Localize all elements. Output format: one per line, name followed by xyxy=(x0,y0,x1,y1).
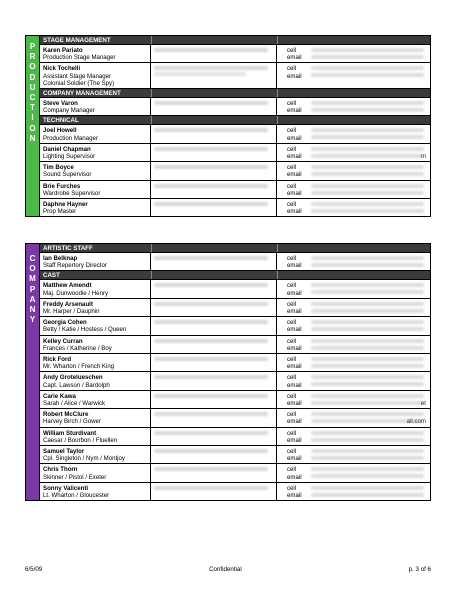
person-name: Ian Belknap xyxy=(43,255,78,262)
name-cell xyxy=(40,63,150,88)
person-role: Maj. Dunwoodie / Henry xyxy=(43,289,109,297)
cell-label: cell xyxy=(287,182,297,190)
person-name: Carie Kawa xyxy=(43,392,76,400)
header-divider xyxy=(277,244,430,252)
email-label: email xyxy=(287,492,302,500)
person-role: Staff Repertory Director xyxy=(43,262,107,270)
table-row xyxy=(40,181,430,199)
address-cell xyxy=(150,144,276,161)
name-cell xyxy=(40,162,150,179)
redacted-address xyxy=(154,302,268,306)
side-letter: D xyxy=(29,72,36,82)
address-cell xyxy=(150,317,276,334)
redacted-email xyxy=(311,474,424,478)
redacted-address xyxy=(154,339,268,343)
side-letter: U xyxy=(29,82,36,92)
address-cell xyxy=(150,181,276,198)
contact-cell xyxy=(276,299,430,316)
table-row xyxy=(40,464,430,482)
table-row xyxy=(40,354,430,372)
section-header xyxy=(40,271,430,280)
redacted-phone xyxy=(311,320,424,324)
person-role: Betty / Katie / Hostess / Queen xyxy=(43,326,127,334)
cell-label: cell xyxy=(287,374,297,382)
header-divider xyxy=(151,36,277,44)
email-label: email xyxy=(287,381,302,389)
cell-label: cell xyxy=(287,356,297,364)
cell-label: cell xyxy=(287,164,297,172)
side-letter: O xyxy=(29,62,36,72)
redacted-address xyxy=(154,101,268,105)
person-role: Cpl. Singleton / Nym / Montjoy xyxy=(43,455,125,463)
person-role: Wardrobe Supervisor xyxy=(43,189,101,197)
redacted-phone xyxy=(311,147,424,151)
header-divider xyxy=(277,116,430,124)
header-divider xyxy=(151,244,277,252)
email-label: email xyxy=(287,171,302,179)
section-title: STAGE MANAGEMENT xyxy=(43,37,111,44)
person-name: Andy Grotelueschen xyxy=(43,374,103,382)
redacted-email xyxy=(311,290,424,294)
side-letter: Y xyxy=(29,315,36,325)
address-cell xyxy=(150,446,276,463)
table-row xyxy=(40,299,430,317)
footer-confidential: Confidential xyxy=(209,566,242,573)
name-cell xyxy=(40,372,150,389)
person-name: Nick Tochelli xyxy=(43,65,81,73)
redacted-phone xyxy=(311,128,424,132)
header-divider xyxy=(151,271,277,279)
redacted-phone xyxy=(311,467,424,471)
table-row xyxy=(40,162,430,180)
redacted-phone xyxy=(311,431,424,435)
table-row xyxy=(40,253,430,271)
redacted-email xyxy=(311,135,424,139)
redacted-email xyxy=(311,263,424,267)
header-divider xyxy=(277,36,430,44)
person-role: Production Stage Manager xyxy=(43,54,116,62)
contact-cell xyxy=(276,181,430,198)
side-letter: O xyxy=(29,123,36,133)
redacted-phone xyxy=(311,394,424,398)
redacted-address xyxy=(154,256,268,260)
person-name: Chris Thorn xyxy=(43,466,78,474)
redacted-email xyxy=(311,73,424,77)
redacted-phone xyxy=(311,449,424,453)
contact-cell xyxy=(276,446,430,463)
redacted-phone xyxy=(311,486,424,490)
redacted-email xyxy=(311,209,424,213)
address-cell xyxy=(150,125,276,142)
company-side-label xyxy=(26,244,40,500)
redacted-address xyxy=(154,467,268,471)
name-cell xyxy=(40,464,150,481)
redacted-email xyxy=(311,346,424,350)
side-letter: M xyxy=(29,274,36,284)
redacted-email xyxy=(311,154,424,158)
email-label: email xyxy=(287,208,302,216)
name-cell xyxy=(40,354,150,371)
email-suffix: et xyxy=(420,399,426,407)
person-role: Production Manager xyxy=(43,134,98,142)
cell-label: cell xyxy=(287,47,297,54)
table-row xyxy=(40,45,430,63)
person-name: Sonny Valicenti xyxy=(43,484,89,492)
contact-cell xyxy=(276,483,430,500)
name-cell xyxy=(40,317,150,334)
redacted-email xyxy=(311,327,424,331)
redacted-email xyxy=(311,55,424,59)
person-role: Caesar / Bourbon / Fluellen xyxy=(43,436,118,444)
side-letter: P xyxy=(29,284,36,294)
table-row xyxy=(40,446,430,464)
section-title: COMPANY MANAGEMENT xyxy=(43,90,121,98)
redacted-address xyxy=(154,431,268,435)
name-cell xyxy=(40,483,150,500)
cell-label: cell xyxy=(287,466,297,474)
redacted-email xyxy=(311,438,424,442)
company-rows xyxy=(40,244,430,500)
section-header xyxy=(40,36,430,45)
email-label: email xyxy=(287,189,302,197)
side-letter: O xyxy=(29,264,36,274)
address-cell xyxy=(150,336,276,353)
name-cell xyxy=(40,336,150,353)
address-cell xyxy=(150,354,276,371)
address-cell xyxy=(150,299,276,316)
email-label: email xyxy=(287,326,302,334)
cell-label: cell xyxy=(287,411,297,419)
person-name: Robert McClure xyxy=(43,411,89,419)
name-cell xyxy=(40,98,150,115)
section-title: TECHNICAL xyxy=(43,117,79,125)
person-role: Frances / Katherine / Boy xyxy=(43,344,112,352)
email-label: email xyxy=(287,344,302,352)
redacted-email xyxy=(311,456,424,460)
redacted-phone xyxy=(311,375,424,379)
contact-cell xyxy=(276,45,430,62)
table-row xyxy=(40,280,430,298)
redacted-email xyxy=(311,191,424,195)
address-cell xyxy=(150,372,276,389)
name-cell xyxy=(40,253,150,270)
side-letter: N xyxy=(29,305,36,315)
cell-label: cell xyxy=(287,429,297,437)
cell-label: cell xyxy=(287,145,297,153)
table-row xyxy=(40,125,430,143)
redacted-phone xyxy=(311,165,424,169)
person-role: Assistant Stage Manager xyxy=(43,72,112,80)
cell-label: cell xyxy=(287,282,297,290)
cell-label: cell xyxy=(287,65,297,73)
name-cell xyxy=(40,45,150,62)
cell-label: cell xyxy=(287,201,297,209)
person-name: Daniel Chapman xyxy=(43,145,91,153)
table-row xyxy=(40,409,430,427)
side-letter: I xyxy=(31,113,34,123)
contact-cell xyxy=(276,428,430,445)
name-cell xyxy=(40,299,150,316)
address-cell xyxy=(150,63,276,88)
address-cell xyxy=(150,98,276,115)
cell-label: cell xyxy=(287,337,297,345)
side-letter: A xyxy=(29,294,36,304)
redacted-email xyxy=(311,401,424,405)
person-name: Daphne Hayner xyxy=(43,201,88,209)
redacted-address xyxy=(154,165,268,169)
redacted-address xyxy=(154,375,268,379)
person-name: Kelley Curran xyxy=(43,337,83,345)
cell-label: cell xyxy=(287,484,297,492)
cell-label: cell xyxy=(287,319,297,327)
person-role: Lt. Wharton / Gloucester xyxy=(43,492,110,500)
redacted-email xyxy=(311,493,424,497)
redacted-address xyxy=(154,202,268,206)
name-cell xyxy=(40,391,150,408)
redacted-address xyxy=(154,486,268,490)
redacted-phone xyxy=(311,202,424,206)
person-name: Matthew Amendt xyxy=(43,282,92,290)
person-name: William Sturdivant xyxy=(43,429,97,437)
person-role: Capt. Lawson / Bardolph xyxy=(43,381,110,389)
address-cell xyxy=(150,409,276,426)
redacted-address xyxy=(154,72,246,76)
side-letter: C xyxy=(29,254,36,263)
redacted-address xyxy=(154,320,268,324)
contact-cell xyxy=(276,280,430,297)
redacted-address xyxy=(154,66,268,70)
redacted-email xyxy=(311,364,424,368)
email-label: email xyxy=(287,363,302,371)
table-row xyxy=(40,317,430,335)
contact-cell xyxy=(276,372,430,389)
redacted-address xyxy=(154,147,268,151)
redacted-address xyxy=(154,357,268,361)
redacted-phone xyxy=(311,357,424,361)
email-label: email xyxy=(287,455,302,463)
person-role: Lighting Supervisor xyxy=(43,153,96,161)
section-title: ARTISTIC STAFF xyxy=(43,245,93,252)
name-cell xyxy=(40,181,150,198)
address-cell xyxy=(150,280,276,297)
table-row xyxy=(40,144,430,162)
contact-cell xyxy=(276,144,430,161)
person-name: Steve Varon xyxy=(43,100,78,108)
email-label: email xyxy=(287,107,302,115)
person-name: Rick Ford xyxy=(43,356,72,364)
name-cell xyxy=(40,428,150,445)
contact-cell xyxy=(276,354,430,371)
email-suffix: m xyxy=(420,152,426,160)
contact-cell xyxy=(276,336,430,353)
address-cell xyxy=(150,464,276,481)
header-divider xyxy=(151,89,277,97)
table-row xyxy=(40,199,430,216)
email-label: email xyxy=(287,436,302,444)
side-letter: N xyxy=(29,133,36,143)
person-role: Colonial Soldier (The Spy) xyxy=(43,79,115,87)
redacted-address xyxy=(154,394,268,398)
person-name: Tim Boyce xyxy=(43,164,74,172)
email-label: email xyxy=(287,308,302,316)
email-suffix: ail.com xyxy=(406,418,426,426)
email-label: email xyxy=(287,262,302,270)
table-row xyxy=(40,98,430,116)
production-block xyxy=(25,35,431,217)
redacted-address xyxy=(154,283,268,287)
person-role: Harvey Birch / Gower xyxy=(43,418,101,426)
contact-cell xyxy=(276,317,430,334)
redacted-address xyxy=(154,184,268,188)
contact-cell xyxy=(276,199,430,216)
address-cell xyxy=(150,162,276,179)
person-role: Prop Master xyxy=(43,208,77,216)
side-letter: R xyxy=(29,52,36,62)
redacted-address xyxy=(154,412,268,416)
cell-label: cell xyxy=(287,127,297,135)
person-role: Mr. Wharton / French King xyxy=(43,363,115,371)
email-label: email xyxy=(287,54,302,62)
redacted-address xyxy=(154,449,268,453)
redacted-address xyxy=(154,128,268,132)
redacted-phone xyxy=(311,48,424,52)
person-name: Joel Howell xyxy=(43,127,77,135)
side-letter: P xyxy=(29,42,36,51)
name-cell xyxy=(40,446,150,463)
redacted-email xyxy=(311,382,424,386)
redacted-email xyxy=(311,309,424,313)
address-cell xyxy=(150,45,276,62)
person-name: Georgia Cohen xyxy=(43,319,87,327)
contact-cell xyxy=(276,63,430,88)
person-name: Freddy Arsenault xyxy=(43,300,93,308)
section-header xyxy=(40,89,430,98)
address-cell xyxy=(150,253,276,270)
table-row xyxy=(40,391,430,409)
name-cell xyxy=(40,144,150,161)
contact-cell xyxy=(276,391,430,408)
contact-cell xyxy=(276,253,430,270)
contact-cell xyxy=(276,409,430,426)
email-label: email xyxy=(287,72,302,80)
redacted-address xyxy=(154,48,268,52)
table-row xyxy=(40,63,430,89)
production-rows xyxy=(40,36,430,216)
header-divider xyxy=(277,271,430,279)
name-cell xyxy=(40,125,150,142)
redacted-phone xyxy=(311,302,424,306)
section-header xyxy=(40,116,430,125)
side-letter: C xyxy=(29,93,36,103)
person-role: Mr. Harper / Dauphin xyxy=(43,308,100,316)
contact-cell xyxy=(276,125,430,142)
section-title: CAST xyxy=(43,272,60,280)
header-divider xyxy=(151,116,277,124)
person-role: Skinner / Pistol / Exeter xyxy=(43,473,107,481)
address-cell xyxy=(150,199,276,216)
cell-label: cell xyxy=(287,300,297,308)
company-block xyxy=(25,243,431,501)
email-label: email xyxy=(287,134,302,142)
person-name: Brie Furches xyxy=(43,182,81,190)
contact-cell xyxy=(276,162,430,179)
name-cell xyxy=(40,280,150,297)
cell-label: cell xyxy=(287,255,297,262)
table-row xyxy=(40,336,430,354)
email-label: email xyxy=(287,400,302,408)
redacted-email xyxy=(311,108,424,112)
email-label: email xyxy=(287,473,302,481)
person-role: Company Manager xyxy=(43,107,95,115)
person-name: Karen Pariato xyxy=(43,47,83,54)
redacted-email xyxy=(311,172,424,176)
redacted-phone xyxy=(311,101,424,105)
address-cell xyxy=(150,428,276,445)
redacted-phone xyxy=(311,339,424,343)
name-cell xyxy=(40,409,150,426)
person-role: Sound Supervisor xyxy=(43,171,92,179)
cell-label: cell xyxy=(287,448,297,456)
redacted-phone xyxy=(311,256,424,260)
table-row xyxy=(40,372,430,390)
contact-cell xyxy=(276,464,430,481)
email-label: email xyxy=(287,418,302,426)
redacted-phone xyxy=(311,412,424,416)
name-cell xyxy=(40,199,150,216)
section-header xyxy=(40,244,430,253)
person-role: Sarah / Alice / Warwick xyxy=(43,400,106,408)
address-cell xyxy=(150,391,276,408)
email-label: email xyxy=(287,153,302,161)
cell-label: cell xyxy=(287,100,297,108)
page-footer xyxy=(25,566,431,573)
redacted-phone xyxy=(311,184,424,188)
cell-label: cell xyxy=(287,392,297,400)
email-label: email xyxy=(287,289,302,297)
table-row xyxy=(40,483,430,500)
side-letter: T xyxy=(30,103,35,113)
footer-page-number: p. 3 of 6 xyxy=(408,566,431,573)
production-side-label xyxy=(26,36,40,216)
table-row xyxy=(40,428,430,446)
person-name: Samuel Taylor xyxy=(43,448,85,456)
address-cell xyxy=(150,483,276,500)
footer-date: 6/5/09 xyxy=(25,566,43,573)
redacted-phone xyxy=(311,66,424,70)
header-divider xyxy=(277,89,430,97)
contact-cell xyxy=(276,98,430,115)
redacted-phone xyxy=(311,283,424,287)
